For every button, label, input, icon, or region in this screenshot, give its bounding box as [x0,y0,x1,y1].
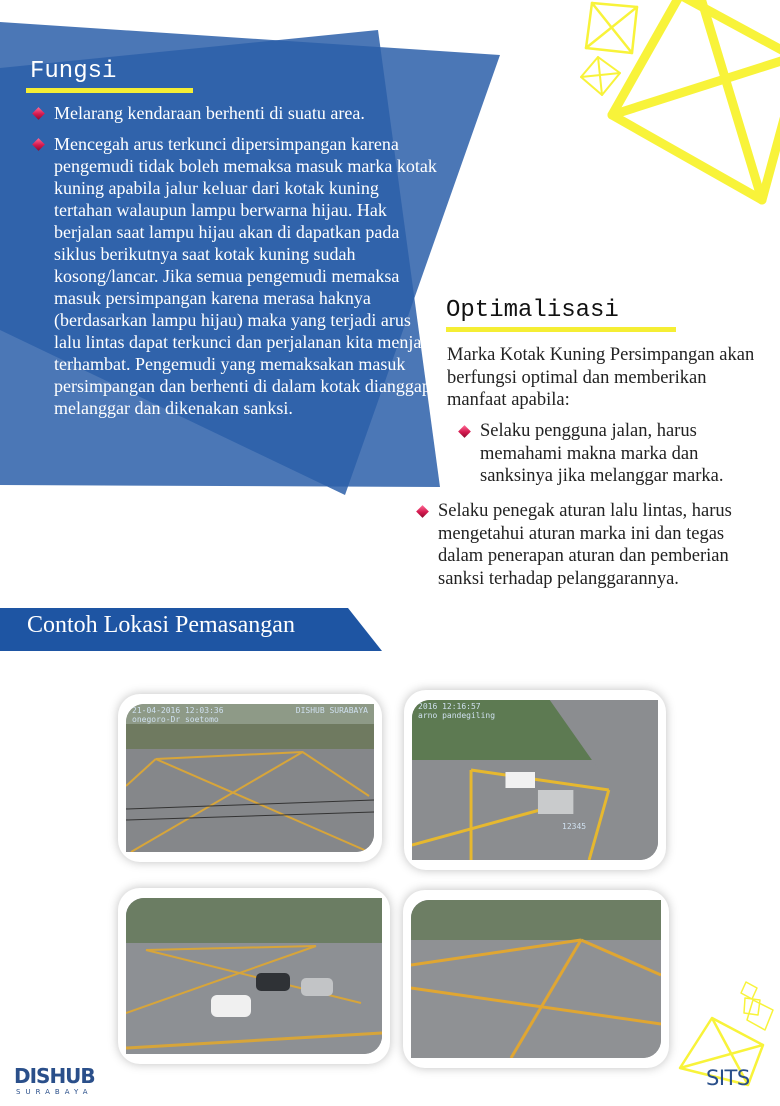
location-photo-1 [118,694,382,862]
intersection-image [412,700,658,860]
optimalisasi-list-2 [414,500,744,590]
list-item [456,420,766,488]
dishub-logo-text: DISHUB [14,1064,95,1088]
list-item-text: Selaku penegak aturan lalu lintas, harus mengetahui aturan marka ini dan tegas dalam penerapan aturan dan pemberian sanksi terhadap pelanggarannya. [438,501,732,589]
optimalisasi-list-1 [456,420,766,488]
intersection-image [411,900,661,1058]
diamond-bullet-icon [416,505,429,518]
camera-label-overlay: DISHUB SURABAYA [295,706,368,715]
sits-logo-text: SITS [706,1066,750,1090]
fungsi-list [30,102,440,419]
intersection-image [126,898,382,1054]
list-item-text: Melarang kendaraan berhenti di suatu area. [54,103,365,123]
fungsi-title: Fungsi [30,58,117,85]
dishub-logo [14,1064,95,1096]
optimalisasi-title: Optimalisasi [446,297,619,324]
list-item [30,102,440,124]
fungsi-underline [26,88,193,93]
camera-label-overlay: 12345 [562,822,587,831]
dishub-logo-subtext: SURABAYA [16,1088,93,1096]
yellow-kite-icon [581,0,780,200]
list-item-text: Selaku pengguna jalan, harus memahami makna marka dan sanksinya jika melanggar marka. [480,421,724,486]
optimalisasi-underline [446,327,676,332]
list-item [30,133,440,419]
sits-logo [706,1066,750,1090]
list-item-text: Mencegah arus terkunci dipersimpangan karena pengemudi tidak boleh memaksa masuk marka kotak kuning apabila jalur keluar dari kotak kuning tertahan walaupun lampu berwarna hijau. Hak berjalan saat lampu hijau akan di dapatkan pada siklus berikutnya saat kotak kuning sudah kosong/lancar. Jika semua pengemudi memaksa masuk persimpangan karena merasa haknya (berdasarkan lampu hijau) maka yang terjadi arus lalu lintas dapat terkunci dan perjalanan kita menjadi terhambat. Pengemudi yang memaksakan masuk persimpangan dan berhenti di dalam kotak dianggap melanggar dan dikenakan sanksi. [54,134,437,418]
intersection-image [126,704,374,852]
diamond-bullet-icon [458,425,471,438]
contoh-lokasi-title: Contoh Lokasi Pemasangan [27,612,295,638]
list-item [414,500,744,590]
diamond-bullet-icon [32,107,45,120]
timestamp-overlay: 2016 12:16:57 [418,702,481,711]
location-photo-4 [403,890,669,1068]
diamond-bullet-icon [32,138,45,151]
location-photo-3 [118,888,390,1064]
optimalisasi-intro: Marka Kotak Kuning Persimpangan akan berfungsi optimal dan memberikan manfaat apabila: [447,345,755,410]
location-overlay: arno pandegiling [418,711,496,720]
location-photo-2 [404,690,666,870]
location-overlay: onegoro-Dr soetomo [132,715,219,724]
timestamp-overlay: 21-04-2016 12:03:36 [132,706,224,715]
